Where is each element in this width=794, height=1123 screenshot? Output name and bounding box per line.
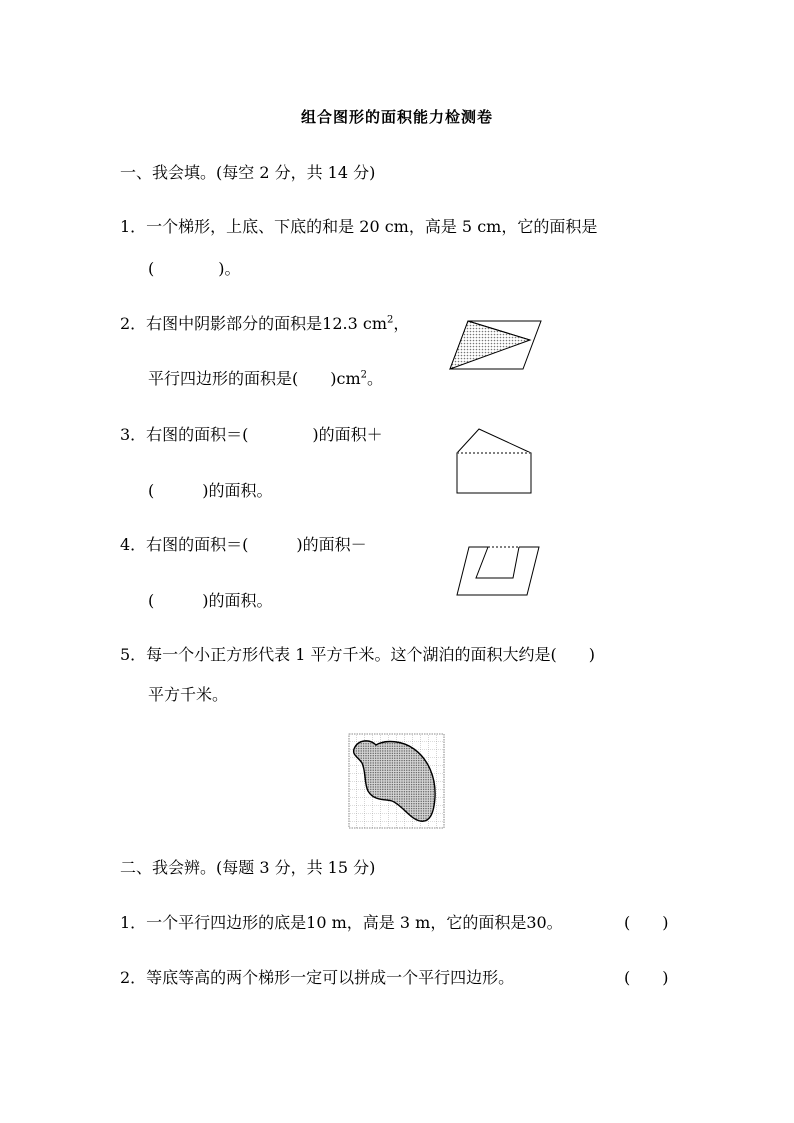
s2-q2-answer-blank: ( )	[624, 968, 669, 987]
q2-line1	[120, 313, 409, 335]
q2-line1-tail: ，	[393, 314, 410, 333]
page-title: 组合图形的面积能力检测卷	[300, 108, 493, 126]
inner-cutout	[476, 547, 519, 578]
lake-grid-figure	[348, 733, 445, 829]
section1-heading: 一、我会填。(每空 2 分，共 14 分)	[120, 163, 376, 182]
parallelogram-outline	[457, 547, 539, 595]
s2-q1-text: 1．一个平行四边形的底是10 m，高是 3 m，它的面积是30。	[120, 913, 563, 932]
q4-line1: 4．右图的面积＝( )的面积－	[120, 535, 367, 554]
q1-line2: ( )。	[148, 259, 241, 278]
s2-q2-text: 2．等底等高的两个梯形一定可以拼成一个平行四边形。	[120, 968, 515, 987]
rectangle-base	[457, 453, 531, 493]
q4-line2: ( )的面积。	[148, 591, 273, 610]
s2-q1-answer-blank: ( )	[624, 913, 669, 932]
q2-line2-tail: 。	[367, 369, 384, 388]
cutout-parallelogram-figure	[455, 544, 541, 598]
section2-heading: 二、我会辨。(每题 3 分，共 15 分)	[120, 858, 376, 877]
q1-line1: 1．一个梯形，上底、下底的和是 20 cm，高是 5 cm，它的面积是	[120, 217, 598, 236]
q5-line2: 平方千米。	[148, 685, 229, 704]
q3-line1: 3．右图的面积＝( )的面积＋	[120, 425, 383, 444]
q2-line1-superscript: 2	[387, 314, 394, 326]
house-shape-figure	[456, 428, 536, 496]
triangle-top	[457, 429, 531, 453]
q2-line2	[148, 368, 383, 390]
q2-line2-superscript: 2	[360, 369, 367, 381]
q2-line2-text: 平行四边形的面积是( )cm	[148, 369, 361, 388]
q2-line1-text: 2．右图中阴影部分的面积是12.3 cm	[120, 314, 388, 333]
q5-line1: 5．每一个小正方形代表 1 平方千米。这个湖泊的面积大约是( )	[120, 645, 596, 664]
q3-line2: ( )的面积。	[148, 481, 273, 500]
parallelogram-figure	[448, 318, 544, 372]
